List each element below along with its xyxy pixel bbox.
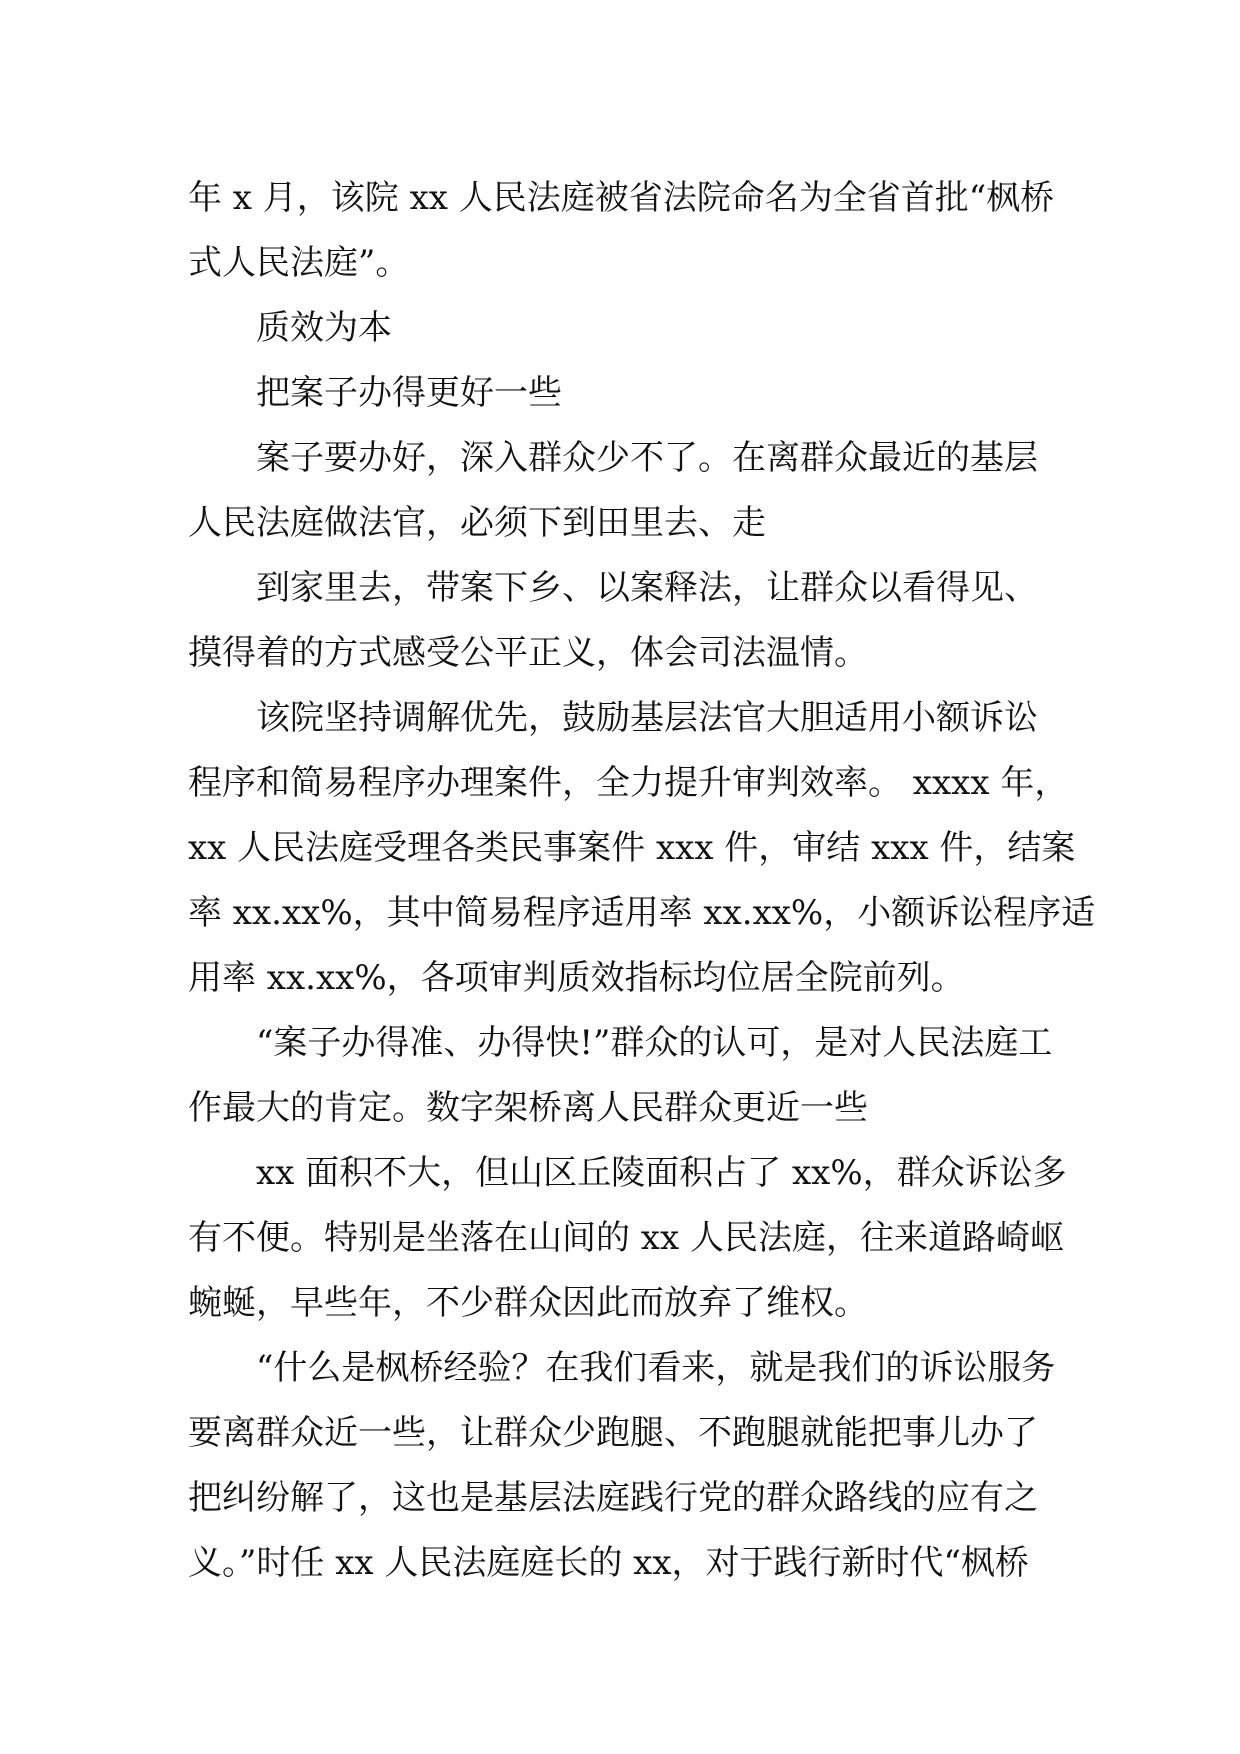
text-line: 要离群众近一些，让群众少跑腿、不跑腿就能把事儿办了 — [188, 1413, 1038, 1453]
text-line: 把纠纷解了，这也是基层法庭践行党的群众路线的应有之 — [188, 1478, 1038, 1518]
text-line: xx 面积不大，但山区丘陵面积占了 xx%，群众诉讼多 — [256, 1153, 1067, 1193]
body-text — [188, 166, 1096, 1596]
text-line: 人民法庭做法官，必须下到田里去、走 — [188, 503, 766, 543]
text-line: 把案子办得更好一些 — [256, 373, 562, 413]
text-line: 质效为本 — [256, 308, 392, 348]
text-line: 案子要办好，深入群众少不了。在离群众最近的基层 — [256, 438, 1038, 478]
text-line: 率 xx.xx%，其中简易程序适用率 xx.xx%，小额诉讼程序适 — [188, 893, 1096, 933]
text-line: 该院坚持调解优先，鼓励基层法官大胆适用小额诉讼 — [256, 698, 1038, 738]
text-line: 作最大的肯定。数字架桥离人民群众更近一些 — [188, 1088, 868, 1128]
text-line: 式人民法庭”。 — [188, 243, 410, 283]
text-line: 年 x 月，该院 xx 人民法庭被省法院命名为全省首批“枫桥 — [188, 178, 1055, 218]
text-line: 到家里去，带案下乡、以案释法，让群众以看得见、 — [256, 568, 1038, 608]
text-line: 义。”时任 xx 人民法庭庭长的 xx，对于践行新时代“枫桥 — [188, 1543, 1029, 1583]
text-line: “什么是枫桥经验？在我们看来，就是我们的诉讼服务 — [256, 1348, 1056, 1388]
text-line: 程序和简易程序办理案件，全力提升审判效率。 xxxx 年， — [188, 763, 1069, 803]
text-line: 有不便。特别是坐落在山间的 xx 人民法庭，往来道路崎岖 — [188, 1218, 1064, 1258]
text-line: 蜿蜒，早些年，不少群众因此而放弃了维权。 — [188, 1283, 868, 1323]
text-line: 摸得着的方式感受公平正义，体会司法温情。 — [188, 633, 868, 673]
text-line: “案子办得准、办得快!”群众的认可，是对人民法庭工 — [256, 1023, 1053, 1063]
text-line: 用率 xx.xx%，各项审判质效指标均位居全院前列。 — [188, 958, 965, 998]
text-line: xx 人民法庭受理各类民事案件 xxx 件，审结 xxx 件，结案 — [188, 828, 1076, 868]
